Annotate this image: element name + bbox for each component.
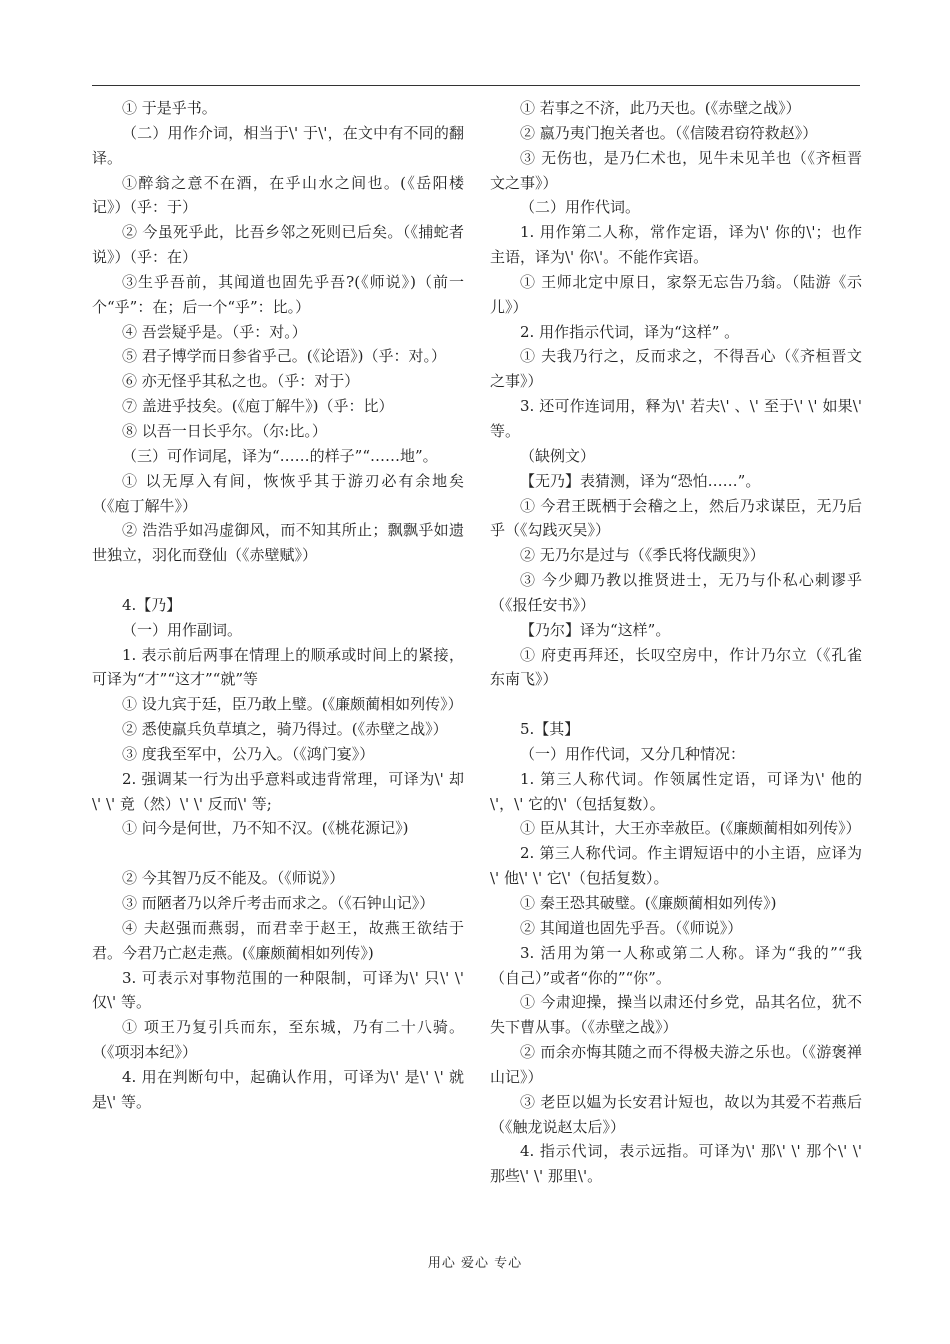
paragraph: 4.【乃】 xyxy=(122,595,182,614)
paragraph: （二）用作代词。 xyxy=(520,198,641,217)
paragraph: （二）用作介词，相当于\' 于\'，在文中有不同的翻译。 xyxy=(92,123,464,167)
paragraph: ① 以无厚入有间，恢恢乎其于游刃必有余地矣（《庖丁解牛》） xyxy=(92,471,464,515)
paragraph: ① 于是乎书。 xyxy=(122,99,217,117)
paragraph xyxy=(92,841,464,866)
paragraph: ① 问今是何世，乃不知不汉。(《桃花源记》) xyxy=(122,819,409,838)
paragraph: ① 今君王既栖于会稽之上，然后乃求谋臣，无乃后乎（《勾践灭吴》） xyxy=(490,496,862,540)
paragraph: ① 秦王恐其破璧。(《廉颇蔺相如列传》) xyxy=(520,894,777,912)
paragraph: ② 浩浩乎如冯虚御风，而不知其所止；飘飘乎如遗世独立，羽化而登仙（《赤壁赋》） xyxy=(92,521,464,565)
paragraph: ⑤ 君子博学而日参省乎己。(《论语》)（乎：对。） xyxy=(122,347,446,366)
paragraph: ⑦ 盖进乎技矣。(《庖丁解牛》)（乎：比） xyxy=(122,397,394,416)
paragraph: ① 若事之不济，此乃天也。(《赤壁之战》） xyxy=(520,99,801,117)
paragraph: 3. 还可作连词用，释为\' 若夫\' 、\' 至于\' \' 如果\' 等。 xyxy=(490,397,862,440)
paragraph: ③ 而陋者乃以斧斤考击而求之。（《石钟山记》） xyxy=(122,894,435,912)
paragraph: ③ 度我至军中，公乃入。（《鸿门宴》） xyxy=(122,744,375,763)
paragraph: ③ 今少卿乃教以推贤进士，无乃与仆私心刺谬乎（《报任安书》） xyxy=(490,571,862,614)
paragraph: （一）用作副词。 xyxy=(122,620,243,639)
paragraph: ② 悉使羸兵负草填之，骑乃得过。(《赤壁之战》） xyxy=(122,720,448,739)
paragraph: ③ 无伤也，是乃仁术也，见牛未见羊也（《齐桓晋文之事》） xyxy=(490,148,862,192)
paragraph: ④ 吾尝疑乎是。（乎：对。） xyxy=(122,322,307,341)
paragraph: （缺例文） xyxy=(520,446,596,465)
paragraph: ① 臣从其计，大王亦幸赦臣。(《廉颇蔺相如列传》） xyxy=(520,819,861,838)
paragraph: 4. 用在判断句中，起确认作用，可译为\' 是\' \' 就是\' 等。 xyxy=(92,1067,464,1111)
paragraph xyxy=(92,568,464,593)
paragraph: 2. 第三人称代词。作主谓短语中的小主语，应译为\' 他\' \' 它\'（包括复数）。 xyxy=(490,844,862,888)
paragraph: ② 今其智乃反不能及。（《师说》） xyxy=(122,869,345,888)
paragraph: ② 今虽死乎此，比吾乡邻之死则已后矣。（《捕蛇者说》）（乎：在） xyxy=(92,223,464,267)
paragraph: 【乃尔】译为“这样”。 xyxy=(520,620,671,639)
paragraph: ② 无乃尔是过与（《季氏将伐颛臾》） xyxy=(520,546,765,565)
paragraph: ① 设九宾于廷，臣乃敢上璧。(《廉颇蔺相如列传》） xyxy=(122,695,463,714)
paragraph: 【无乃】表猜测，译为“恐怕……”。 xyxy=(520,471,761,490)
paragraph: 1. 用作第二人称，常作定语，译为\' 你的\'；也作主语，译为\' 你\'。不能作宾语。 xyxy=(490,223,862,267)
header-rule xyxy=(92,85,860,86)
paragraph: 4. 指示代词，表示远指。可译为\' 那\' \' 那个\' \' 那些\' \' 那里\'。 xyxy=(490,1142,862,1186)
paragraph: ③ 老臣以媪为长安君计短也，故以为其爱不若燕后（《触龙说赵太后》） xyxy=(490,1092,862,1136)
paragraph: ① 今肃迎操，操当以肃还付乡党，品其名位，犹不失下曹从事。（《赤壁之战》） xyxy=(490,993,862,1037)
paragraph: ①醉翁之意不在酒，在乎山水之间也。(《岳阳楼记》）（乎：于） xyxy=(92,173,464,217)
paragraph: 3. 活用为第一人称或第二人称。译为“我的”“我（自己）”或者“你的”“你”。 xyxy=(490,943,862,987)
paragraph: ② 而余亦悔其随之而不得极夫游之乐也。（《游褒禅山记》） xyxy=(490,1043,862,1086)
paragraph: ② 嬴乃夷门抱关者也。（《信陵君窃符救赵》） xyxy=(520,123,818,142)
paragraph: ⑧ 以吾一日长乎尔。（尔:比。） xyxy=(122,421,327,440)
paragraph: ① 项王乃复引兵而东，至东城，乃有二十八骑。（《项羽本纪》） xyxy=(92,1018,464,1062)
paragraph: 2. 强调某一行为出乎意料或违背常理，可译为\' 却\' \' 竟（然）\' \' 反而\' 等; xyxy=(92,769,464,813)
paragraph: （一）用作代词，又分几种情况： xyxy=(520,744,746,763)
paragraph: ② 其闻道也固先乎吾。（《师说》） xyxy=(520,918,743,937)
left-column xyxy=(92,96,464,1115)
paragraph: ③生乎吾前，其闻道也固先乎吾?(《师说》)（前一个“乎”：在；后一个“乎”：比。） xyxy=(92,272,464,316)
right-column xyxy=(490,96,862,1189)
paragraph: 1. 表示前后两事在情理上的顺承或时间上的紧接，可译为“才”“这才”“就”等 xyxy=(92,645,464,689)
paragraph: ① 府吏再拜还，长叹空房中，作计乃尔立（《孔雀东南飞》） xyxy=(490,645,862,689)
paragraph: 5.【其】 xyxy=(520,720,580,739)
paragraph: 2. 用作指示代词，译为“这样” 。 xyxy=(520,322,740,341)
paragraph: ① 王师北定中原日，家祭无忘告乃翁。（陆游《示儿》） xyxy=(490,272,862,316)
paragraph: ④ 夫赵强而燕弱，而君幸于赵王，故燕王欲结于君。今君乃亡赵走燕。(《廉颇蔺相如列传》) xyxy=(92,918,464,962)
paragraph: 1. 第三人称代词。作领属性定语，可译为\' 他的\'，\' 它的\'（包括复数）。 xyxy=(490,769,862,813)
paragraph: ① 夫我乃行之，反而求之，不得吾心（《齐桓晋文之事》） xyxy=(490,347,862,391)
paragraph xyxy=(490,692,862,717)
page-footer: 用心 爱心 专心 xyxy=(427,1256,523,1271)
paragraph: 3. 可表示对事物范围的一种限制，可译为\' 只\' \' 仅\' 等。 xyxy=(92,968,464,1012)
paragraph: （三）可作词尾，译为“……的样子”“……地”。 xyxy=(122,446,438,465)
paragraph: ⑥ 亦无怪乎其私之也。（乎：对于） xyxy=(122,372,360,391)
